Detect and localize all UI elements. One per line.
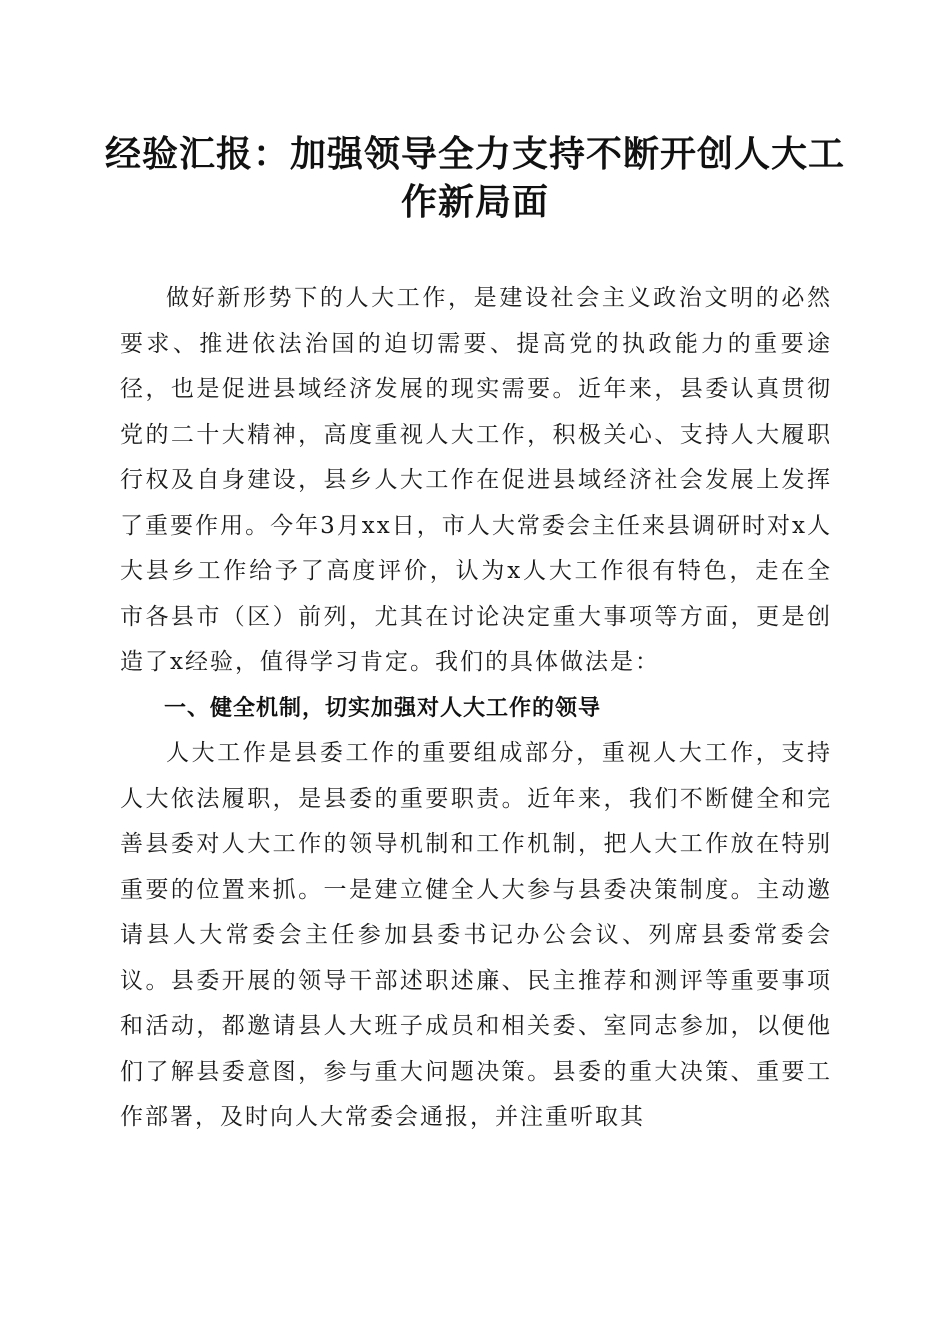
section-paragraph: 人大工作是县委工作的重要组成部分，重视人大工作，支持人大依法履职，是县委的重要职责。近年来，我们不断健全和完善县委对人大工作的领导机制和工作机制，把人大工作放在特别重要的位置来抓。一是建立健全人大参与县委决策制度。主动邀请县人大常委会主任参加县委书记办公会议、列席县委常委会议。县委开展的领导干部述职述廉、民主推荐和测评等重要事项和活动，都邀请县人大班子成员和相关委、室同志参加，以便他们了解县委意图，参与重大问题决策。县委的重大决策、重要工作部署，及时向人大常委会通报，并注重听取其 — [120, 740, 832, 1130]
document-body — [120, 276, 832, 1141]
intro-paragraph: 做好新形势下的人大工作，是建设社会主义政治文明的必然要求、推进依法治国的迫切需要、提高党的执政能力的重要途径，也是促进县域经济发展的现实需要。近年来，县委认真贯彻党的二十大精神，高度重视人大工作，积极关心、支持人大履职行权及自身建设，县乡人大工作在促进县域经济社会发展上发挥了重要作用。今年3月xx日，市人大常委会主任来县调研时对x人大县乡工作给予了高度评价，认为x人大工作很有特色，走在全市各县市（区）前列，尤其在讨论决定重大事项等方面，更是创造了x经验，值得学习肯定。我们的具体做法是： — [120, 285, 832, 675]
document-title: 经验汇报：加强领导全力支持不断开创人大工作新局面 — [104, 133, 845, 223]
section-heading: 一、健全机制，切实加强对人大工作的领导 — [164, 695, 602, 721]
